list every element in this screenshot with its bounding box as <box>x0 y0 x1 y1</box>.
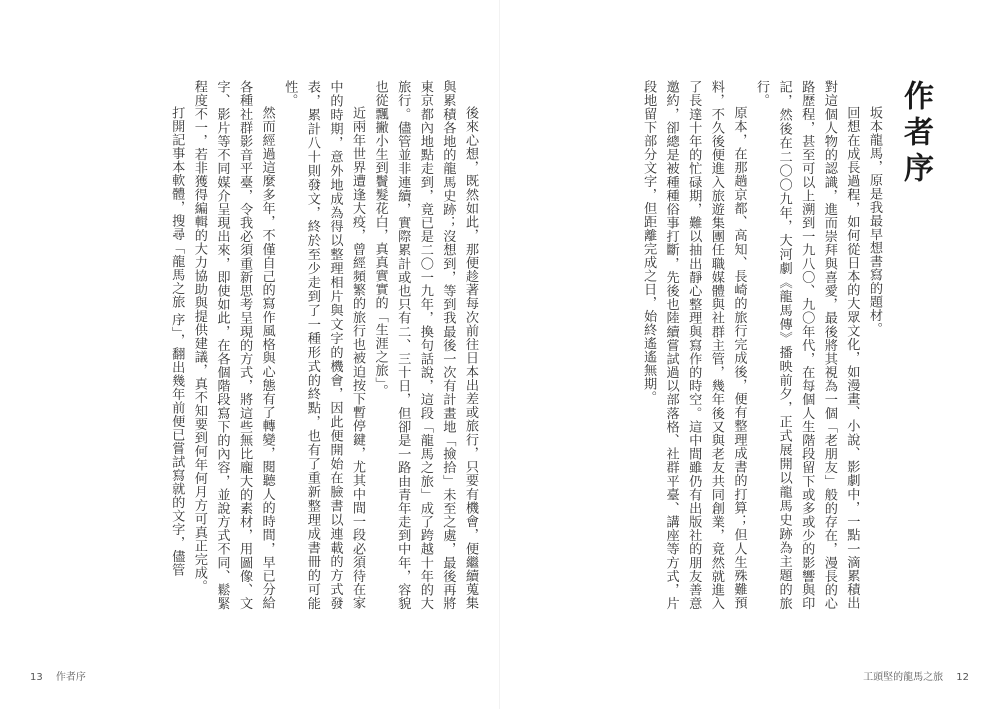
paragraph: 後來心想，既然如此，那便趁著每次前往日本出差或旅行，只要有機會，便繼續蒐集與累積各地的龍馬史跡；沒想到，等到我最後一次有計畫地「撿拾」未至之處，最後再將東京都內地點走到，竟已是二〇一九年，換句話說，這段「龍馬之旅」成了跨越十年的大旅行。儘管並非連續，實際累計或也只有二、三十日，但卻是一路由青年走到中年，容貌也從飄撇小生到鬢髮花白，真真實實的「生涯之旅」。 <box>372 80 478 610</box>
page-title: 作者序 <box>898 80 933 188</box>
running-head-right: 工頭堅的龍馬之旅 <box>863 672 944 683</box>
paragraph: 打開記事本軟體，搜尋「龍馬之旅 序」，翻出幾年前便已嘗試寫就的文字，儘管 <box>169 106 185 577</box>
footer-left <box>30 668 86 683</box>
body-text-left-page <box>46 80 481 610</box>
paragraph: 坂本龍馬，原是我最早想書寫的題材。 <box>867 106 882 336</box>
paragraph: 原本，在那趟京都、高知、長崎的旅行完成後，便有整理成書的打算；但人生殊難預料，不久後便進入旅遊集團任職媒體與社群主管，幾年後又與老友共同創業，竟然就進入了長達十年的忙碌期，難以抽出靜心整理與寫作的時空。這中間雖仍有出版社的朋友善意邀約，卻總是被種種俗事打斷，先後也陸續嘗試過以部落格、社群平臺、講座等方式，片段地留下部分文字，但距離完成之日，始終遙遙無期。 <box>641 80 747 610</box>
footer-right <box>863 668 969 683</box>
body-text-right-page <box>565 80 885 610</box>
page-gutter <box>499 0 500 709</box>
page-number-right: 12 <box>956 672 969 683</box>
page-number-left: 13 <box>30 672 43 683</box>
paragraph: 然而經過這麼多年，不僅自己的寫作風格與心態有了轉變，閱聽人的時間，早已分給各種社群影音平臺，令我必須重新思考呈現的方式，將這些無比龐大的素材，用圖像、文字、影片等不同媒介呈現出來，即使如此，在各個階段寫下的內容，並說方式不同、鬆緊程度不一，若非獲得編輯的大力協助與提供建議，真不知要到何年何月方可真正完成。 <box>191 80 275 610</box>
paragraph: 近兩年世界遭逢大疫，曾經頻繁的旅行也被迫按下暫停鍵，尤其中間一段必須待在家中的時期，意外地成為得以整理相片與文字的機會，因此便開始在臉書以連載的方式發表，累計八十則發文，終於至少走到了一種形式的終點，也有了重新整理成書冊的可能性。 <box>282 80 366 610</box>
running-head-left: 作者序 <box>55 672 86 683</box>
paragraph: 回想在成長過程，如何從日本的大眾文化，如漫畫、小說、影劇中，一點一滴累積出對這個人物的認識，進而崇拜與喜愛，最後將其視為一個「老朋友」般的存在，漫長的心路歷程，甚至可以上溯到一九八〇、九〇年代，在每個人生階段留下或多或少的影響與印記，然後在二〇〇九年，大河劇《龍馬傳》播映前夕，正式展開以龍馬史跡為主題的旅行。 <box>754 80 860 610</box>
